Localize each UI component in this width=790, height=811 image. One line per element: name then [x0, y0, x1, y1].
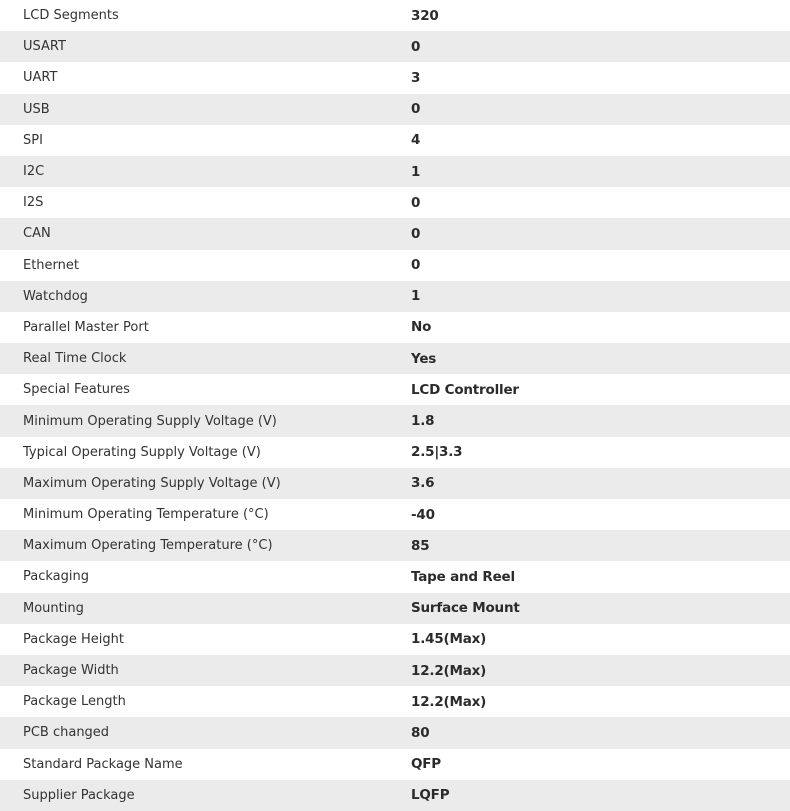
- spec-value: 1.45(Max): [411, 631, 487, 648]
- table-row: [0, 156, 790, 187]
- table-row: [0, 312, 790, 343]
- spec-value: 3.6: [411, 475, 435, 492]
- table-row: [0, 31, 790, 62]
- spec-label: Ethernet: [23, 257, 79, 273]
- spec-label: Maximum Operating Temperature (°C): [23, 538, 273, 554]
- spec-value: 12.2(Max): [411, 693, 487, 710]
- spec-label: SPI: [23, 132, 43, 148]
- spec-value: 80: [411, 724, 430, 741]
- spec-value: 2.5|3.3: [411, 444, 463, 461]
- spec-label: LCD Segments: [23, 8, 119, 24]
- table-row: [0, 374, 790, 405]
- spec-label: CAN: [23, 226, 51, 242]
- spec-label: Minimum Operating Temperature (°C): [23, 507, 269, 523]
- table-row: [0, 405, 790, 436]
- table-row: [0, 530, 790, 561]
- spec-value: No: [411, 319, 432, 336]
- table-row: [0, 499, 790, 530]
- spec-value: 0: [411, 101, 421, 118]
- table-row: [0, 780, 790, 811]
- spec-label: USART: [23, 39, 66, 55]
- spec-label: I2C: [23, 164, 45, 180]
- spec-label: Packaging: [23, 569, 89, 585]
- table-row: [0, 624, 790, 655]
- spec-value: -40: [411, 506, 435, 523]
- spec-label: USB: [23, 101, 50, 117]
- spec-label: Package Width: [23, 663, 119, 679]
- table-row: [0, 343, 790, 374]
- table-row: [0, 218, 790, 249]
- spec-label: Package Length: [23, 694, 126, 710]
- table-row: [0, 593, 790, 624]
- table-row: [0, 655, 790, 686]
- table-row: [0, 0, 790, 31]
- spec-label: Mounting: [23, 600, 84, 616]
- table-row: [0, 437, 790, 468]
- spec-value: LCD Controller: [411, 381, 519, 398]
- spec-value: 3: [411, 69, 421, 86]
- table-row: [0, 468, 790, 499]
- spec-value: 12.2(Max): [411, 662, 487, 679]
- spec-label: Supplier Package: [23, 787, 135, 803]
- spec-label: Package Height: [23, 631, 124, 647]
- spec-value: 1: [411, 163, 421, 180]
- table-row: [0, 125, 790, 156]
- table-row: [0, 561, 790, 592]
- spec-value: 85: [411, 537, 430, 554]
- spec-label: UART: [23, 70, 58, 86]
- spec-label: Minimum Operating Supply Voltage (V): [23, 413, 277, 429]
- table-row: [0, 250, 790, 281]
- spec-label: I2S: [23, 195, 44, 211]
- spec-value: 0: [411, 225, 421, 242]
- spec-label: Real Time Clock: [23, 351, 127, 367]
- spec-value: QFP: [411, 756, 441, 773]
- table-row: [0, 94, 790, 125]
- spec-label: Typical Operating Supply Voltage (V): [23, 444, 261, 460]
- spec-label: Maximum Operating Supply Voltage (V): [23, 475, 281, 491]
- table-row: [0, 62, 790, 93]
- spec-value: Surface Mount: [411, 600, 520, 617]
- spec-label: Watchdog: [23, 288, 88, 304]
- spec-value: 1: [411, 288, 421, 305]
- spec-value: 0: [411, 194, 421, 211]
- spec-label: PCB changed: [23, 725, 110, 741]
- spec-value: Yes: [411, 350, 437, 367]
- spec-value: 0: [411, 257, 421, 274]
- table-row: [0, 749, 790, 780]
- spec-label: Standard Package Name: [23, 756, 183, 772]
- spec-label: Parallel Master Port: [23, 319, 149, 335]
- spec-value: 4: [411, 132, 421, 149]
- table-row: [0, 717, 790, 748]
- table-row: [0, 187, 790, 218]
- spec-value: Tape and Reel: [411, 568, 515, 585]
- spec-label: Special Features: [23, 382, 130, 398]
- spec-value: LQFP: [411, 787, 450, 804]
- spec-value: 320: [411, 7, 439, 24]
- table-row: [0, 686, 790, 717]
- spec-value: 1.8: [411, 413, 435, 430]
- spec-value: 0: [411, 38, 421, 55]
- table-row: [0, 281, 790, 312]
